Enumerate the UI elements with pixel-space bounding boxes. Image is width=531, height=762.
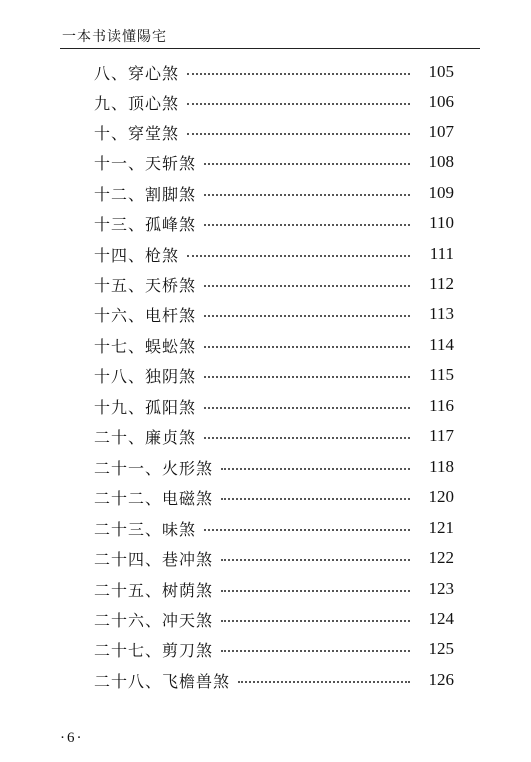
dot-leader [187,247,410,257]
toc-entry-title: 十五、天桥煞 [94,275,197,295]
toc-entry-page: 114 [429,335,454,354]
toc-entry[interactable] [94,90,454,114]
dot-leader [238,673,410,683]
toc-entry[interactable] [94,424,454,448]
dot-leader [204,155,410,165]
dot-leader [204,186,410,196]
toc-entry-title: 二十二、电磁煞 [94,488,214,508]
toc-entry-title: 十八、独阴煞 [94,366,197,386]
dot-leader [204,368,410,378]
toc-entry[interactable] [94,637,454,661]
toc-entry[interactable] [94,211,454,235]
toc-entry[interactable] [94,181,454,205]
toc-entry[interactable] [94,607,454,631]
toc-entry-title: 二十七、剪刀煞 [94,640,214,660]
toc-entry-title: 十二、割脚煞 [94,184,197,204]
toc-entry[interactable] [94,272,454,296]
toc-entry-title: 九、顶心煞 [94,93,180,113]
toc-entry[interactable] [94,302,454,326]
toc-entry-title: 十六、电杆煞 [94,305,197,325]
toc-entry-page: 112 [429,274,454,293]
toc-entry-title: 八、穿心煞 [94,63,180,83]
toc-entry-page: 109 [428,183,454,202]
toc-entry-title: 二十八、飞檐兽煞 [94,671,231,691]
toc-entry-page: 125 [428,639,454,658]
dot-leader [221,460,410,470]
dot-leader [204,277,410,287]
toc-entry-page: 106 [428,92,454,111]
toc-entry-title: 十一、天斩煞 [94,153,197,173]
toc-entry-page: 111 [429,244,454,263]
toc-entry-page: 115 [429,365,454,384]
toc-entry-page: 126 [428,670,454,689]
toc-entry-page: 123 [428,579,454,598]
toc-entry[interactable] [94,120,454,144]
toc-entry-page: 107 [428,122,454,141]
dot-leader [221,582,410,592]
book-title: 一本书读懂陽宅 [62,29,167,45]
toc-entry[interactable] [94,668,454,692]
dot-leader [204,216,410,226]
toc-entry-title: 十七、蜈蚣煞 [94,336,197,356]
toc-entry-title: 二十四、巷冲煞 [94,549,214,569]
toc-entry-title: 十、穿堂煞 [94,123,180,143]
toc-entry-page: 121 [428,518,454,537]
toc-entry-page: 110 [429,213,454,232]
toc-entry[interactable] [94,60,454,84]
dot-leader [221,642,410,652]
toc-entry[interactable] [94,546,454,570]
toc-entry[interactable] [94,516,454,540]
dot-leader [187,65,410,75]
toc-entry[interactable] [94,333,454,357]
toc-entry[interactable] [94,485,454,509]
page-number: ·6· [60,730,84,746]
toc-entry-page: 113 [429,304,454,323]
toc-entry-title: 十九、孤阳煞 [94,397,197,417]
toc-entry-title: 二十、廉贞煞 [94,427,197,447]
toc-entry[interactable] [94,242,454,266]
toc-entry-title: 二十五、树荫煞 [94,580,214,600]
dot-leader [204,429,410,439]
dot-leader [204,399,410,409]
toc-entry[interactable] [94,363,454,387]
toc-entry-page: 118 [429,457,454,476]
dot-leader [204,307,410,317]
toc-entry-title: 二十一、火形煞 [94,458,214,478]
toc-entry-page: 105 [428,62,454,81]
toc-entry-title: 二十六、冲天煞 [94,610,214,630]
toc-entry[interactable] [94,394,454,418]
dot-leader [221,551,410,561]
toc-entry-page: 108 [428,152,454,171]
toc-entry-page: 120 [428,487,454,506]
toc-entry-page: 124 [428,609,454,628]
toc-entry[interactable] [94,577,454,601]
toc-entry-title: 十三、孤峰煞 [94,214,197,234]
dot-leader [221,490,410,500]
dot-leader [204,338,410,348]
toc-entry-page: 122 [428,548,454,567]
toc-entry-title: 十四、枪煞 [94,245,180,265]
toc-entry-page: 116 [429,396,454,415]
toc-entry[interactable] [94,150,454,174]
dot-leader [187,125,410,135]
dot-leader [204,521,410,531]
dot-leader [221,612,410,622]
dot-leader [187,95,410,105]
toc-entry-title: 二十三、味煞 [94,519,197,539]
toc-entry[interactable] [94,455,454,479]
toc-entry-page: 117 [429,426,454,445]
